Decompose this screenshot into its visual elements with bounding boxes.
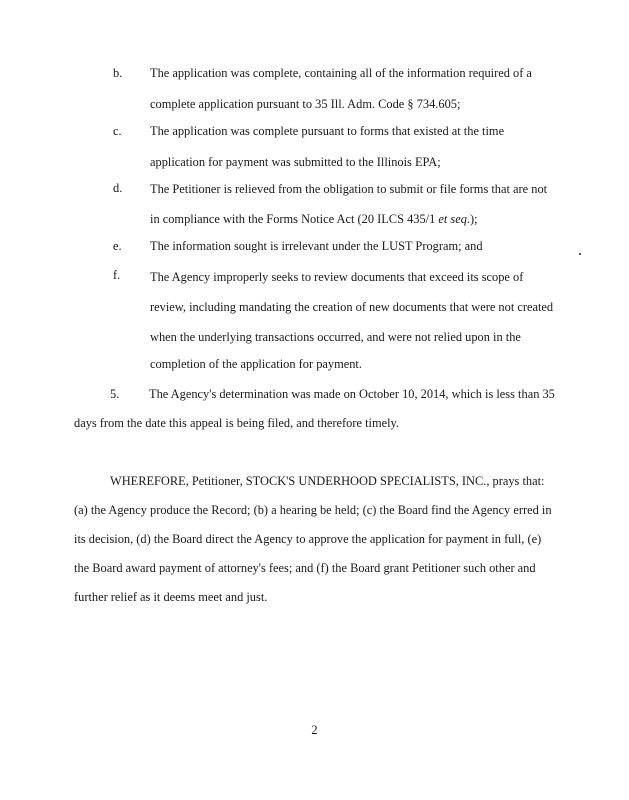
- paragraph-5-line-2: days from the date this appeal is being filed, and therefore timely.: [74, 416, 400, 430]
- paragraph-5-marker: 5.: [110, 387, 120, 401]
- item-d-line-2: in compliance with the Forms Notice Act (20 ILCS 435/1 et seq.);: [150, 212, 478, 226]
- page-number: 2: [311, 723, 318, 737]
- item-f-line-2: review, including mandating the creation of new documents that were not created: [150, 300, 554, 314]
- item-b-line-2: complete application pursuant to 35 Ill. Adm. Code § 734.605;: [150, 97, 461, 111]
- wherefore-line-2: (a) the Agency produce the Record; (b) a hearing be held; (c) the Board find the Agency erred in: [74, 503, 552, 517]
- item-f-line-4: completion of the application for payment.: [150, 357, 362, 371]
- list-marker-c: c.: [113, 124, 122, 138]
- item-b-line-1: The application was complete, containing all of the information required of a: [150, 66, 532, 80]
- list-marker-b: b.: [113, 66, 123, 80]
- item-d-line-1: The Petitioner is relieved from the obligation to submit or file forms that are not: [150, 182, 548, 196]
- wherefore-line-4: the Board award payment of attorney's fees; and (f) the Board grant Petitioner such other and: [74, 561, 536, 575]
- item-f-line-3: when the underlying transactions occurred, and were not relied upon in the: [150, 330, 521, 344]
- list-marker-d: d.: [113, 181, 123, 195]
- list-marker-e: e.: [113, 239, 122, 253]
- item-e-line-1: The information sought is irrelevant under the LUST Program; and: [150, 239, 483, 253]
- scan-speck: [579, 253, 581, 255]
- list-marker-f: f.: [113, 268, 121, 282]
- item-f-line-1: The Agency improperly seeks to review documents that exceed its scope of: [150, 270, 524, 284]
- item-c-line-1: The application was complete pursuant to forms that existed at the time: [150, 124, 505, 138]
- paragraph-5-line-1: The Agency's determination was made on October 10, 2014, which is less than 35: [149, 387, 555, 401]
- item-c-line-2: application for payment was submitted to the Illinois EPA;: [150, 155, 441, 169]
- wherefore-line-5: further relief as it deems meet and just.: [74, 590, 268, 604]
- wherefore-line-3: its decision, (d) the Board direct the Agency to approve the application for payment in full, (e): [74, 532, 542, 546]
- wherefore-line-1: WHEREFORE, Petitioner, STOCK'S UNDERHOOD SPECIALISTS, INC., prays that:: [110, 474, 545, 488]
